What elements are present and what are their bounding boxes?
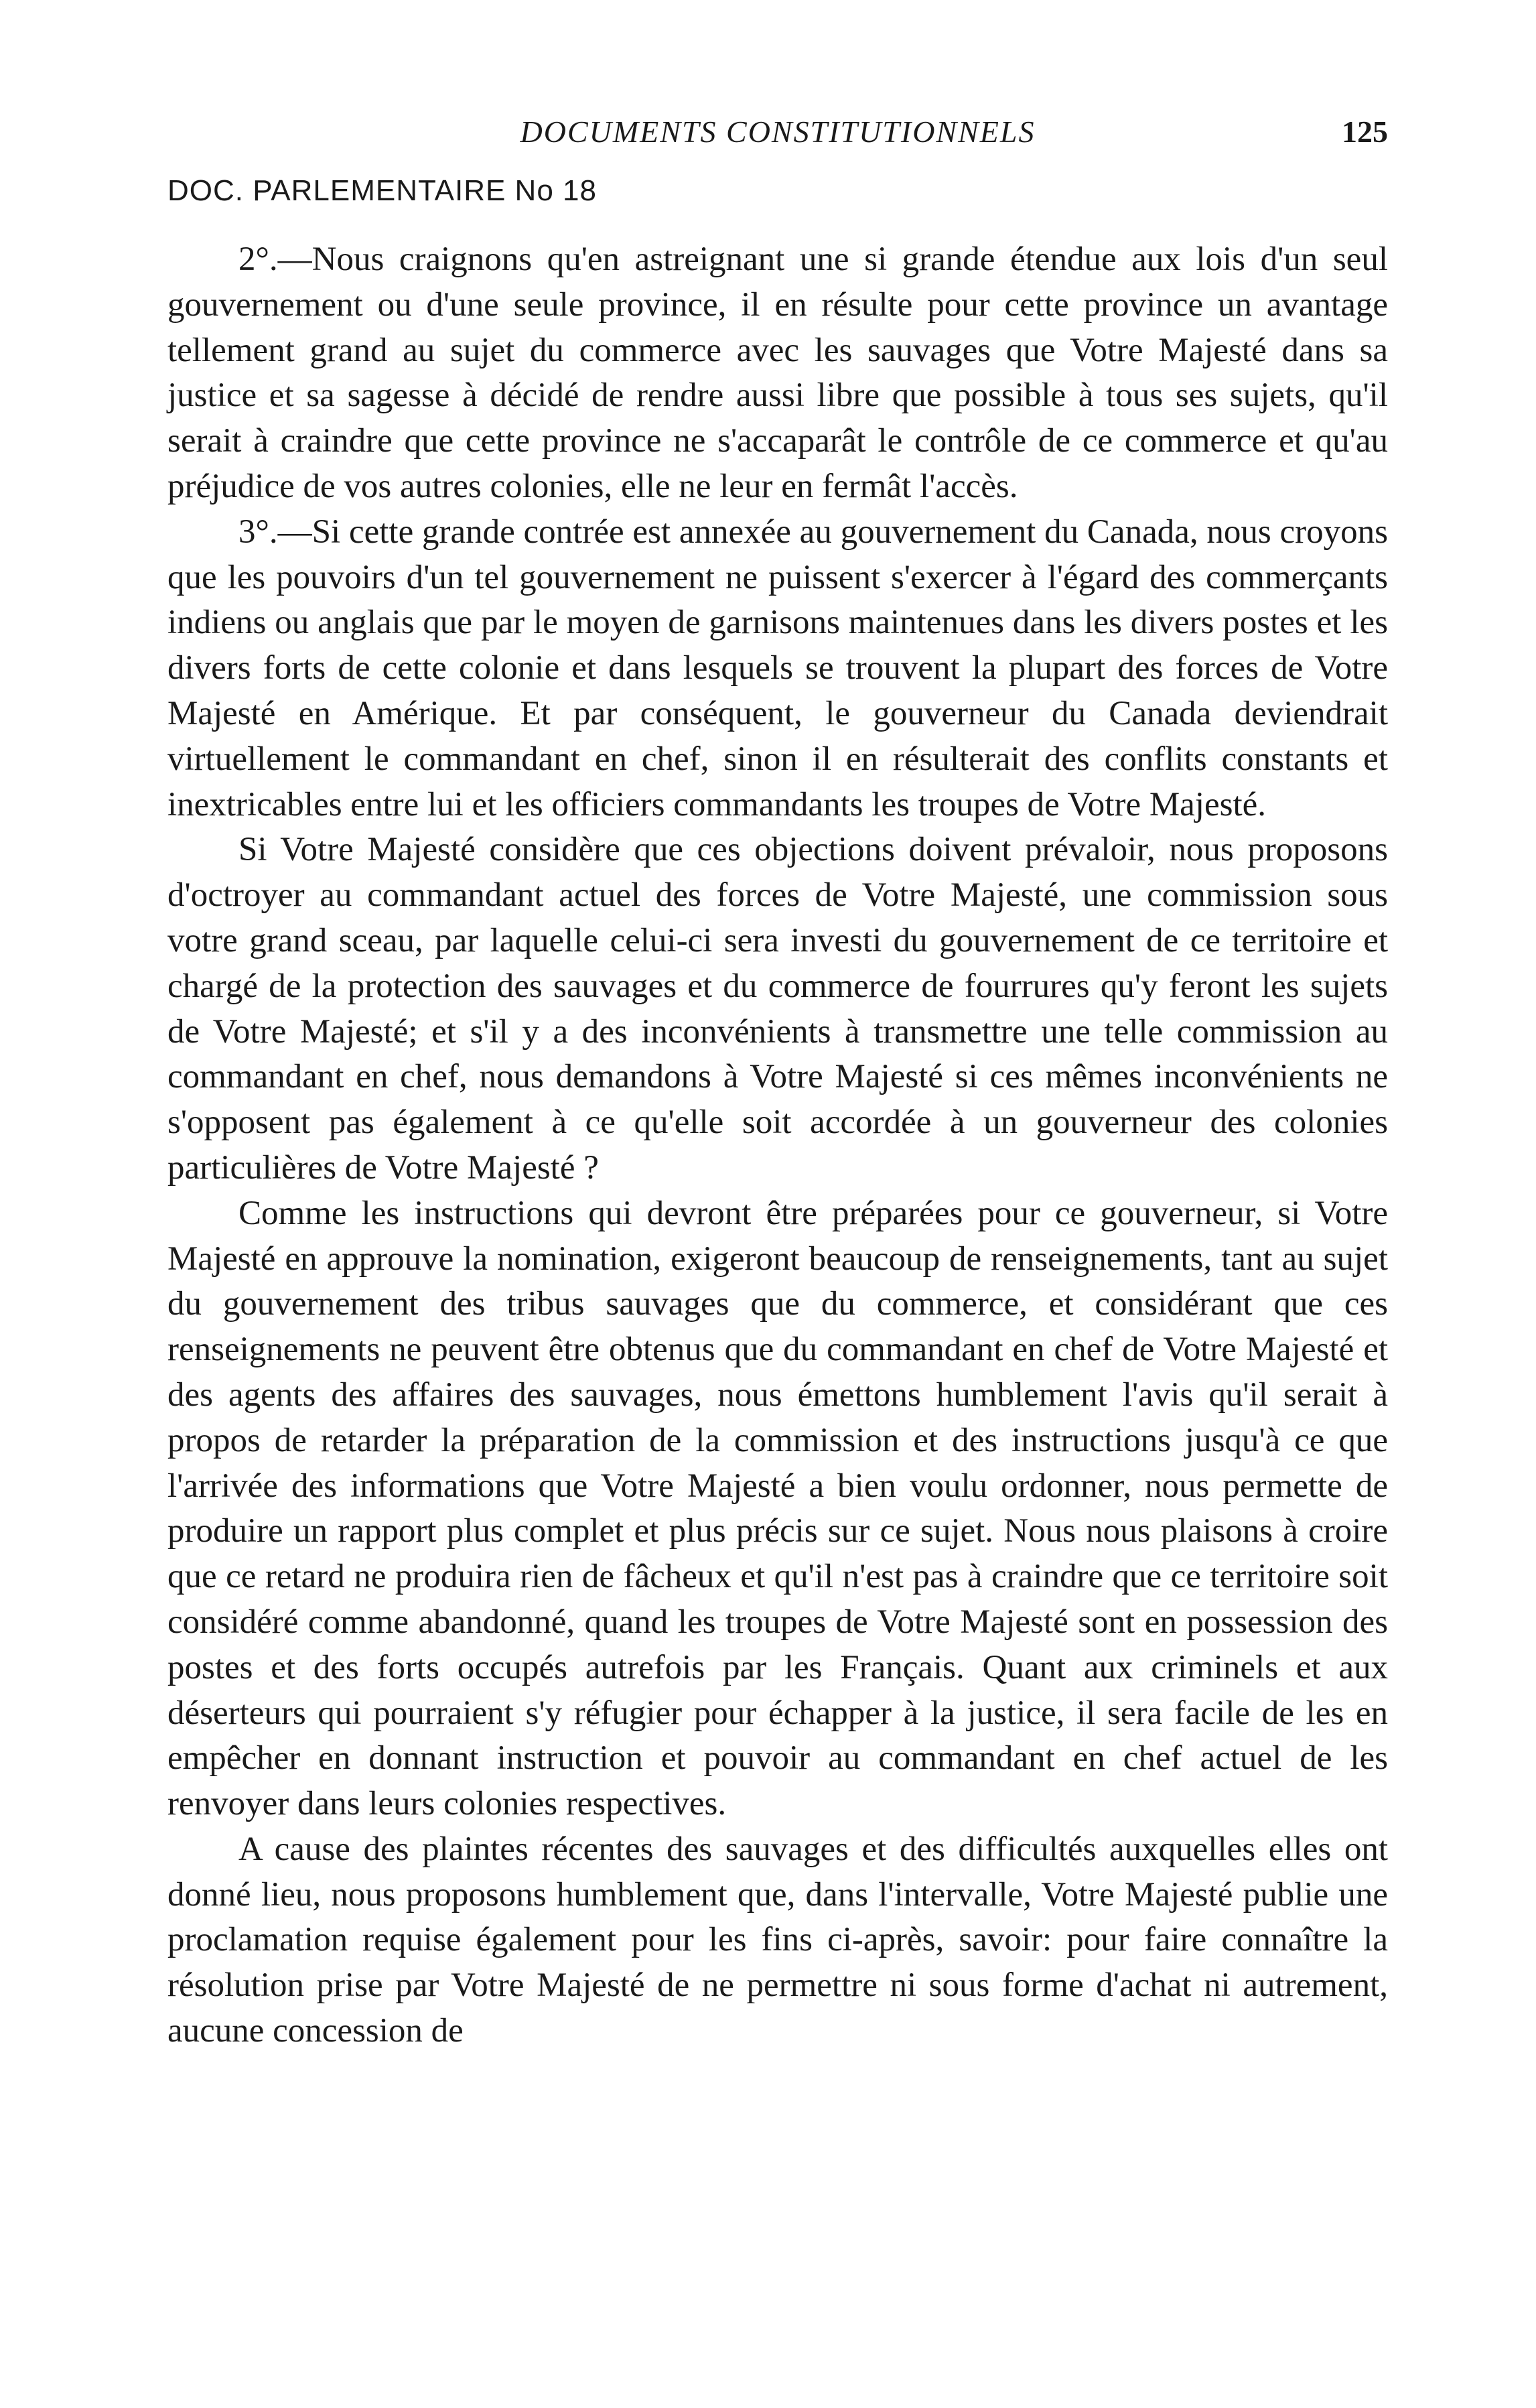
body-text xyxy=(167,237,1388,2054)
paragraph: 3°.—Si cette grande contrée est annexée au gouvernement du Canada, nous croyons que les pouvoirs d'un tel gouvernement ne puissent s'exercer à l'égard des commerçants indiens ou anglais que par le moyen de garnisons maintenues dans les divers postes et les divers forts de cette colonie et dans lesquels se trouvent la plupart des forces de Votre Majesté en Amérique. Et par conséquent, le gouverneur du Canada deviendrait virtuellement le commandant en chef, sinon il en résulterait des conflits constants et inextricables entre lui et les officiers commandants les troupes de Votre Majesté. xyxy=(167,513,1388,823)
document-page xyxy=(167,114,1388,2054)
running-title: DOCUMENTS CONSTITUTIONNELS xyxy=(520,115,1036,149)
paragraph: Comme les instructions qui devront être préparées pour ce gouverneur, si Votre Majesté en approuve la nomination, exigeront beaucoup de renseignements, tant au sujet du gouvernement des tribus sauvages que du commerce, et considérant que ces renseignements ne peuvent être obtenus que du commandant en chef de Votre Majesté et des agents des affaires des sauvages, nous émettons humblement l'avis qu'il serait à propos de retarder la préparation de la commission et des instructions jusqu'à ce que l'arrivée des informations que Votre Majesté a bien voulu ordonner, nous permette de produire un rapport plus complet et plus précis sur ce sujet. Nous nous plaisons à croire que ce retard ne produira rien de fâcheux et qu'il n'est pas à craindre que ce territoire soit considéré comme abandonné, quand les troupes de Votre Majesté sont en possession des postes et des forts occupés autrefois par les Français. Quant aux criminels et aux déserteurs qui pourraient s'y réfugier pour échapper à la justice, il sera facile de les en empêcher en donnant instruction et pouvoir au commandant en chef actuel de les renvoyer dans leurs colonies respectives. xyxy=(167,1194,1388,1823)
document-label: DOC. PARLEMENTAIRE No 18 xyxy=(167,174,597,207)
paragraph: A cause des plaintes récentes des sauvages et des difficultés auxquelles elles ont donné lieu, nous proposons humblement que, dans l'intervalle, Votre Majesté publie une proclamation requise également pour les fins ci-après, savoir: pour faire connaître la résolution prise par Votre Majesté de ne permettre ni sous forme d'achat ni autrement, aucune concession de xyxy=(167,1830,1388,2050)
page-number: 125 xyxy=(1342,115,1388,149)
paragraph: Si Votre Majesté considère que ces objections doivent prévaloir, nous proposons d'octroyer au commandant actuel des forces de Votre Majesté, une commission sous votre grand sceau, par laquelle celui-ci sera investi du gouvernement de ce territoire et chargé de la protection des sauvages et du commerce de fourrures qu'y feront les sujets de Votre Majesté; et s'il y a des inconvénients à transmettre une telle commission au commandant en chef, nous demandons à Votre Majesté si ces mêmes inconvénients ne s'opposent pas également à ce qu'elle soit accordée à un gouverneur des colonies particulières de Votre Majesté ? xyxy=(167,831,1388,1187)
paragraph: 2°.—Nous craignons qu'en astreignant une si grande étendue aux lois d'un seul gouvernement ou d'une seule province, il en résulte pour cette province un avantage tellement grand au sujet du commerce avec les sauvages que Votre Majesté dans sa justice et sa sagesse à décidé de rendre aussi libre que possible à tous ses sujets, qu'il serait à craindre que cette province ne s'accaparât le contrôle de ce commerce et qu'au préjudice de vos autres colonies, elle ne leur en fermât l'accès. xyxy=(167,241,1388,505)
running-head xyxy=(167,114,1388,168)
